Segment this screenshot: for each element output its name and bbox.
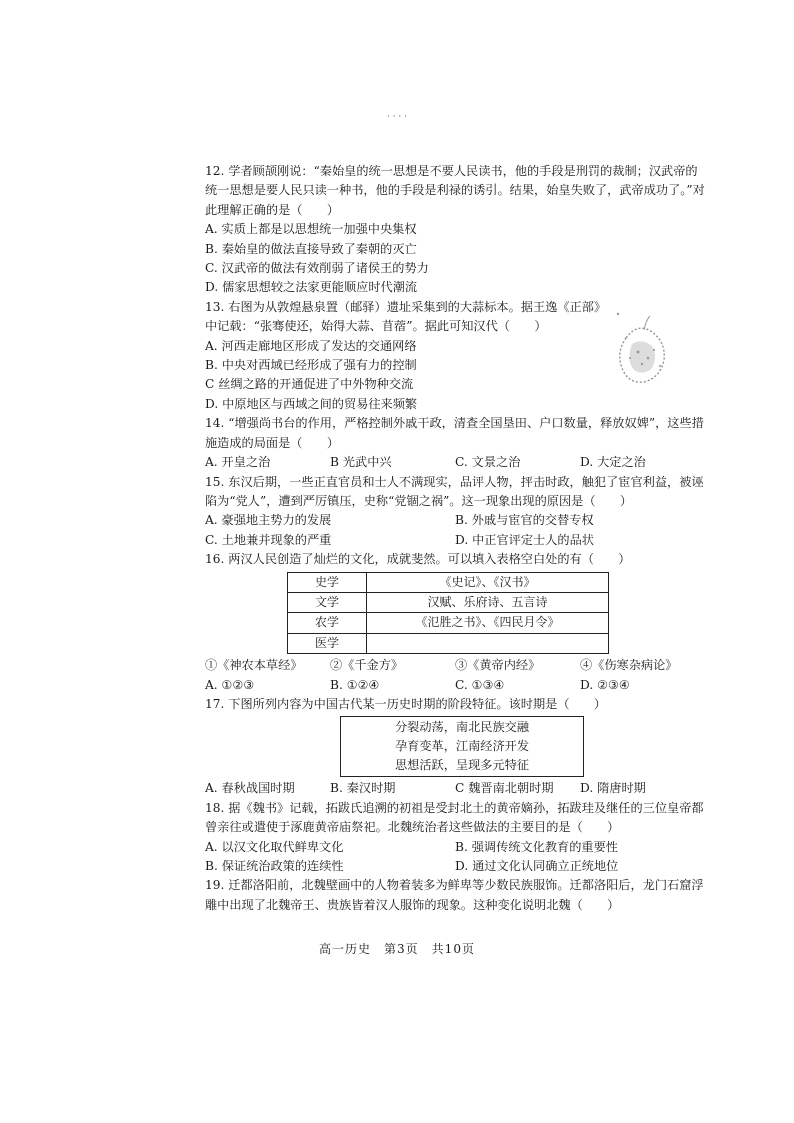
question-16-option-c: C. ①③④ bbox=[455, 677, 505, 692]
question-16-option-d: D. ②③④ bbox=[580, 677, 630, 692]
question-12 bbox=[205, 162, 705, 298]
question-14 bbox=[205, 414, 705, 472]
culture-table bbox=[287, 572, 609, 655]
question-18-option-b: B. 强调传统文化教育的重要性 bbox=[455, 839, 618, 854]
table-cell-works bbox=[367, 633, 609, 653]
question-18-option-a: A. 以汉文化取代鲜卑文化 bbox=[205, 839, 344, 854]
question-14-option-d: D. 大定之治 bbox=[580, 455, 646, 470]
period-feature-line: 孕育变革，江南经济开发 bbox=[394, 739, 530, 754]
question-15-option-c: C. 土地兼并现象的严重 bbox=[205, 532, 332, 547]
question-16-stem: 16. 两汉人民创造了灿烂的文化，成就斐然。可以填入表格空白处的有（ ） bbox=[205, 552, 631, 567]
question-12-option-a: A. 实质上都是以思想统一加强中央集权 bbox=[205, 222, 417, 237]
exam-questions bbox=[205, 162, 705, 915]
table-cell-category: 史学 bbox=[288, 572, 367, 592]
question-18-stem: 18. 据《魏书》记载，拓跋氏追溯的初祖是受封北土的黄帝嫡孙，拓跋珪及继任的三位皇帝都曾亲往或遣使于涿鹿黄帝庙祭祀。北魏统治者这些做法的主要目的是（ ） bbox=[205, 800, 704, 835]
question-13 bbox=[205, 298, 705, 414]
question-13-option-c: C 丝绸之路的开通促进了中外物种交流 bbox=[205, 377, 414, 392]
table-row bbox=[288, 572, 609, 592]
period-feature-line: 思想活跃，呈现多元特征 bbox=[394, 758, 530, 773]
question-12-option-c: C. 汉武帝的做法有效削弱了诸侯王的势力 bbox=[205, 261, 429, 276]
question-13-option-a: A. 河西走廊地区形成了发达的交通网络 bbox=[205, 338, 417, 353]
question-17-option-d: D. 隋唐时期 bbox=[580, 781, 646, 796]
question-15-option-a: A. 豪强地主势力的发展 bbox=[205, 513, 332, 528]
period-feature-line: 分裂动荡，南北民族交融 bbox=[394, 720, 530, 735]
question-17-option-c: C 魏晋南北朝时期 bbox=[455, 781, 554, 796]
page-header: · · · · bbox=[386, 112, 408, 122]
table-row bbox=[288, 613, 609, 633]
question-16-item-3: ③《黄帝内经》 bbox=[455, 658, 541, 673]
question-16 bbox=[205, 550, 705, 695]
question-13-option-d: D. 中原地区与西域之间的贸易往来频繁 bbox=[205, 396, 418, 411]
question-15 bbox=[205, 473, 705, 551]
question-18-option-c: B. 保证统治政策的连续性 bbox=[205, 859, 344, 873]
table-cell-works: 汉赋、乐府诗、五言诗 bbox=[367, 592, 609, 612]
question-14-option-b: B 光武中兴 bbox=[330, 455, 392, 470]
table-row bbox=[288, 592, 609, 612]
question-17-option-b: B. 秦汉时期 bbox=[330, 781, 396, 796]
question-13-option-b: B. 中央对西域已经形成了强有力的控制 bbox=[205, 358, 417, 373]
question-14-option-a: A. 开皇之治 bbox=[205, 455, 271, 470]
question-15-stem: 15. 东汉后期，一些正直官员和士人不满现实，品评人物，抨击时政，触犯了宦官利益，被诬陷为“党人”，遭到严厉镇压，史称“党锢之祸”。这一现象出现的原因是（ ） bbox=[205, 474, 704, 508]
question-16-option-b: B. ①②④ bbox=[330, 677, 380, 692]
question-14-option-c: C. 文景之治 bbox=[455, 455, 521, 470]
question-18 bbox=[205, 799, 705, 877]
question-14-stem: 14. “增强尚书台的作用，严格控制外戚干政，清查全国垦田、户口数量，释放奴婢”，这些措施造成的局面是（ ） bbox=[205, 416, 704, 450]
question-19-stem: 19. 迁都洛阳前，北魏壁画中的人物着装多为鲜卑等少数民族服饰。迁都洛阳后，龙门石窟浮雕中出现了北魏帝王、贵族皆着汉人服饰的现象。这种变化说明北魏（ ） bbox=[205, 878, 704, 912]
table-cell-works: 《氾胜之书》、《四民月令》 bbox=[367, 613, 609, 633]
question-12-stem: 12. 学者顾颉刚说：“秦始皇的统一思想是不要人民读书，他的手段是刑罚的裁制；汉武帝的统一思想是要人民只读一种书，他的手段是利禄的诱引。结果，始皇失败了，武帝成功了。”对此理解正确的是（ ） bbox=[205, 164, 705, 217]
question-16-option-a: A. ①②③ bbox=[205, 677, 255, 692]
question-16-item-2: ②《千金方》 bbox=[330, 658, 404, 673]
question-12-option-d: D. 儒家思想较之法家更能顺应时代潮流 bbox=[205, 280, 418, 295]
question-15-option-b: B. 外戚与宦官的交替专权 bbox=[455, 513, 594, 528]
period-features-box bbox=[340, 716, 584, 777]
question-18-option-d: D. 通过文化认同确立正统地位 bbox=[455, 859, 619, 873]
question-17-option-a: A. 春秋战国时期 bbox=[205, 781, 295, 796]
page-footer: 高一历史 第3页 共10页 bbox=[319, 942, 475, 956]
table-row bbox=[288, 633, 609, 653]
question-19 bbox=[205, 876, 705, 915]
question-16-item-4: ④《伤寒杂病论》 bbox=[580, 658, 678, 673]
question-16-item-1: ①《神农本草经》 bbox=[205, 658, 303, 673]
table-cell-category: 文学 bbox=[288, 592, 367, 612]
table-cell-category: 农学 bbox=[288, 613, 367, 633]
question-13-stem: 13. 右图为从敦煌悬泉置（邮驿）遗址采集到的大蒜标本。据王逸《正部》中记载：“张骞使还，始得大蒜、苜蓿”。据此可知汉代（ ） bbox=[205, 299, 600, 334]
question-12-option-b: B. 秦始皇的做法直接导致了秦朝的灭亡 bbox=[205, 241, 417, 256]
question-15-option-d: D. 中正官评定士人的品状 bbox=[455, 532, 594, 547]
table-cell-category: 医学 bbox=[288, 633, 367, 653]
question-17 bbox=[205, 695, 705, 799]
question-17-stem: 17. 下图所列内容为中国古代某一历史时期的阶段特征。该时期是（ ） bbox=[205, 696, 607, 711]
table-cell-works: 《史记》、《汉书》 bbox=[367, 572, 609, 592]
